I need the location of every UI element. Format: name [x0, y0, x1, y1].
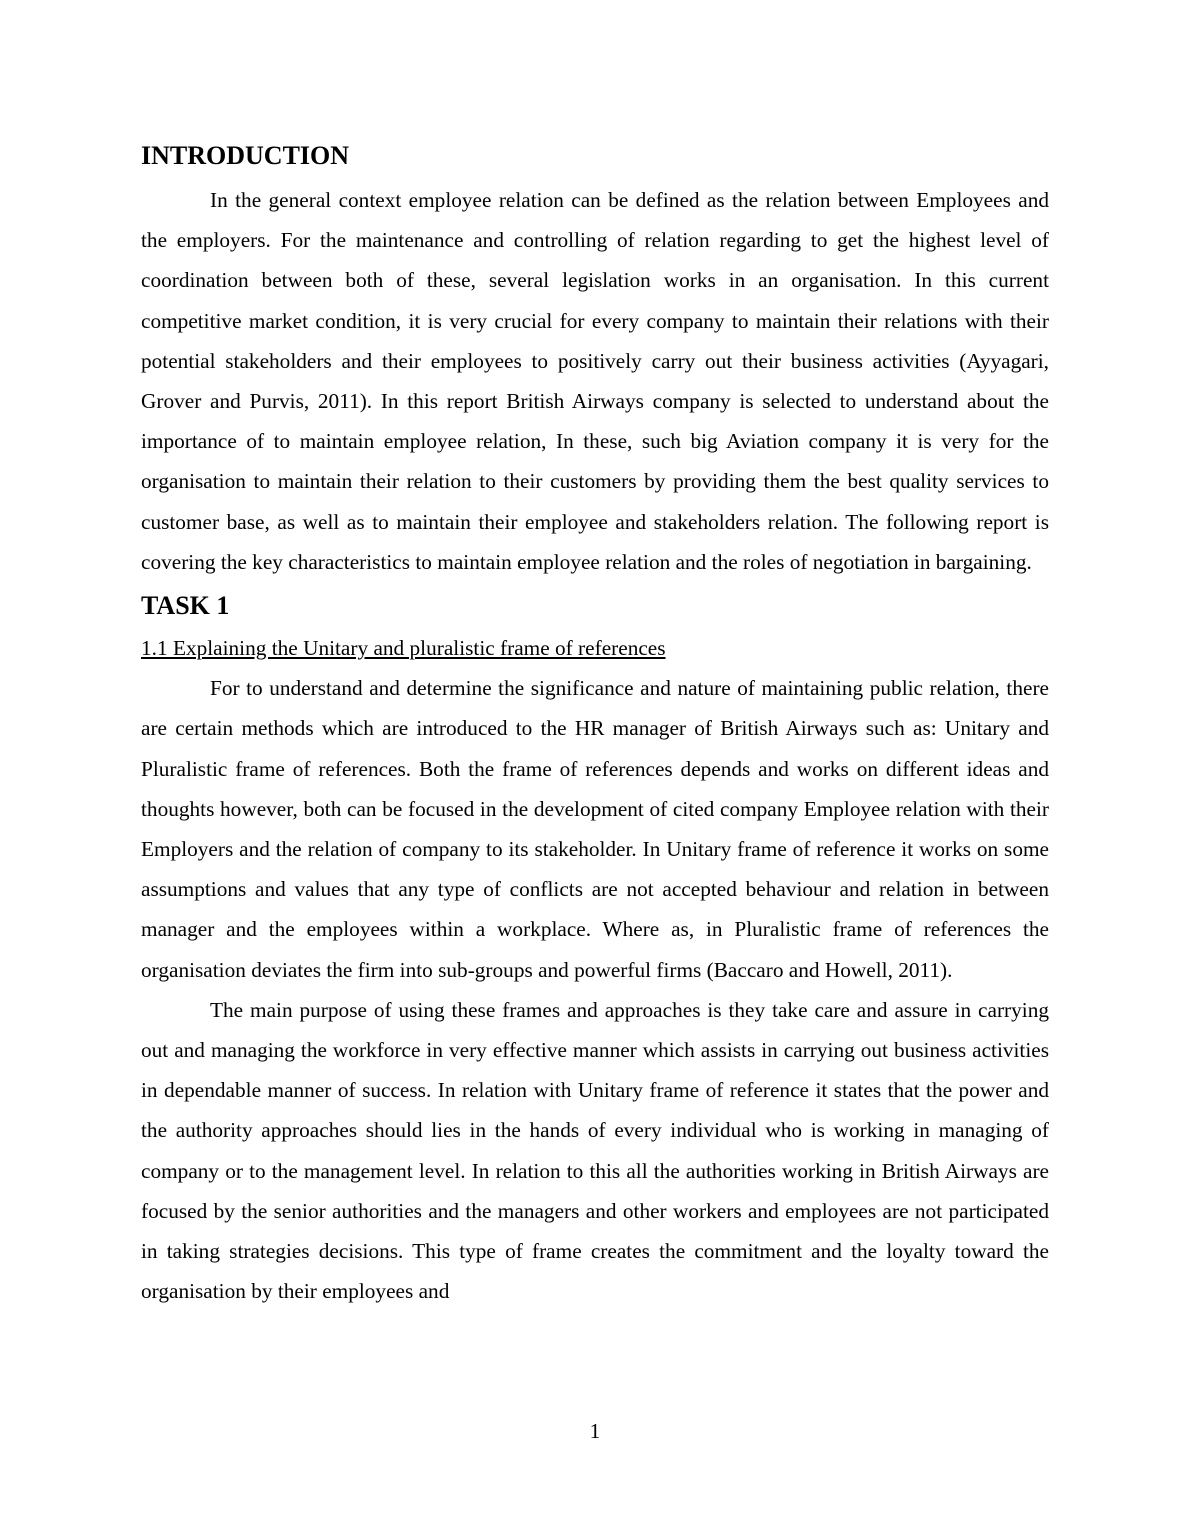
task-1-heading: TASK 1 [141, 591, 230, 621]
section-1-1-subheading: 1.1 Explaining the Unitary and pluralistic frame of references [141, 636, 666, 661]
task-1-paragraph-1: For to understand and determine the significance and nature of maintaining public relation, there are certain methods which are introduced to the HR manager of British Airways such as: Unitary and Pluralistic frame of references. Both the frame of references depends and works on different ideas and thoughts however, both can be focused in the development of cited company Employee relation with their Employers and the relation of company to its stakeholder. In Unitary frame of reference it works on some assumptions and values that any type of conflicts are not accepted behaviour and relation in between manager and the employees within a workplace. Where as, in Pluralistic frame of references the organisation deviates the firm into sub-groups and powerful firms (Baccaro and Howell, 2011). [141, 676, 1049, 982]
document-page [141, 138, 1049, 1311]
page-number: 1 [589, 1419, 601, 1443]
introduction-heading: INTRODUCTION [141, 141, 350, 170]
introduction-paragraph: In the general context employee relation can be defined as the relation between Employees and the employers. For the maintenance and controlling of relation regarding to get the highest level of coordination between both of these, several legislation works in an organisation. In this current competitive market condition, it is very crucial for every company to maintain their relations with their potential stakeholders and their employees to positively carry out their business activities (Ayyagari, Grover and Purvis, 2011). In this report British Airways company is selected to understand about the importance of to maintain employee relation, In these, such big Aviation company it is very for the organisation to maintain their relation to their customers by providing them the best quality services to customer base, as well as to maintain their employee and stakeholders relation. The following report is covering the key characteristics to maintain employee relation and the roles of negotiation in bargaining. [141, 188, 1049, 574]
task-1-paragraph-2: The main purpose of using these frames and approaches is they take care and assure in carrying out and managing the workforce in very effective manner which assists in carrying out business activities in dependable manner of success. In relation with Unitary frame of reference it states that the power and the authority approaches should lies in the hands of every individual who is working in managing of company or to the management level. In relation to this all the authorities working in British Airways are focused by the senior authorities and the managers and other workers and employees are not participated in taking strategies decisions. This type of frame creates the commitment and the loyalty toward the organisation by their employees and [141, 997, 1049, 1304]
